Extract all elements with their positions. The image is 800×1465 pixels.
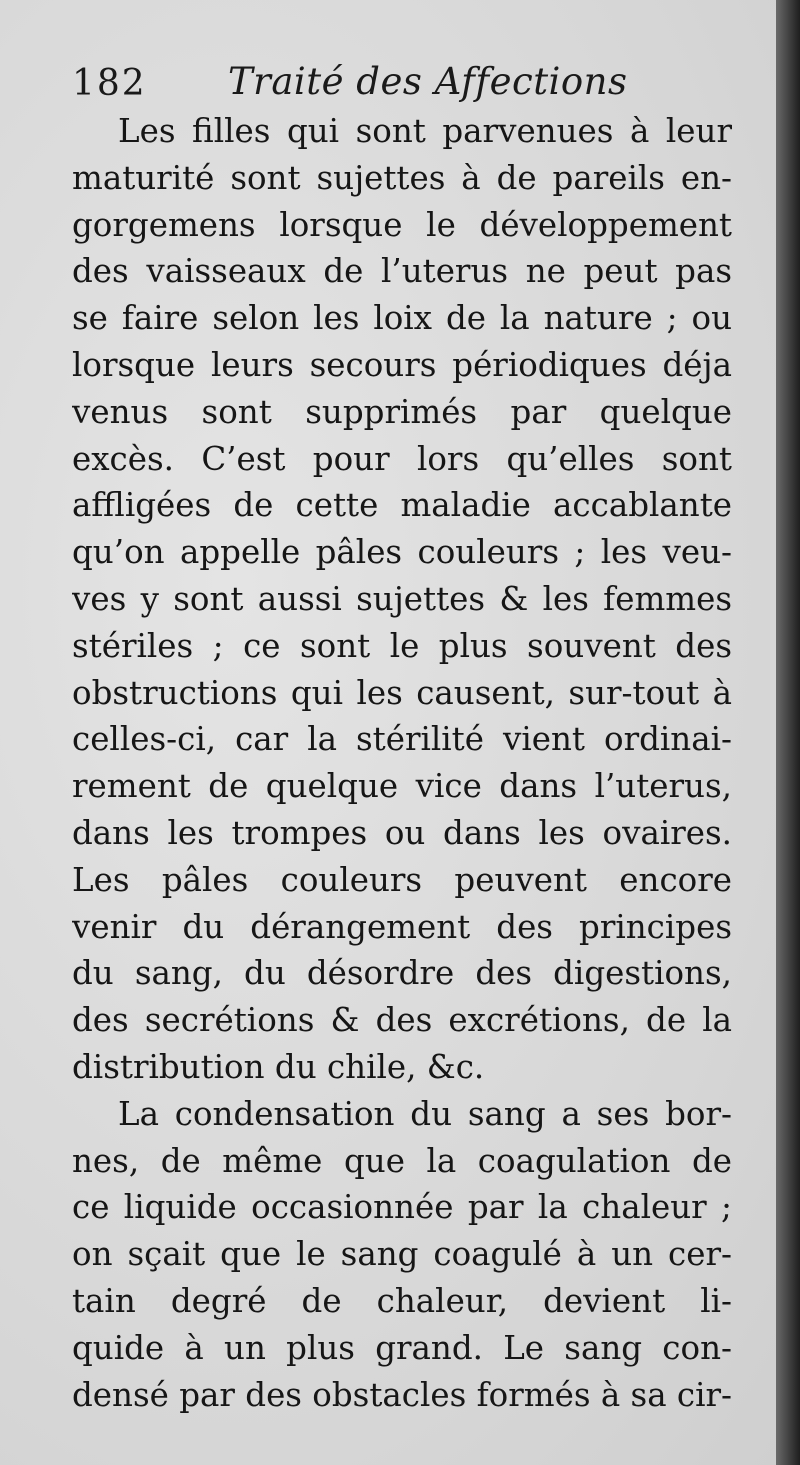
- text-line: lorsque leurs secours périodiques déja: [72, 345, 732, 384]
- text-line: obstructions qui les causent, sur-tout à: [72, 673, 732, 712]
- text-line: Les pâles couleurs peuvent encore: [72, 860, 732, 899]
- text-line: densé par des obstacles formés à sa cir-: [72, 1375, 732, 1414]
- page-edge-shadow: [776, 0, 800, 1465]
- text-line: stériles ; ce sont le plus souvent des: [72, 626, 732, 665]
- text-line: des secrétions & des excrétions, de la: [72, 1001, 732, 1040]
- page-header: [72, 58, 732, 110]
- text-line: distribution du chile, &c.: [72, 1047, 485, 1086]
- text-line: du sang, du désordre des digestions,: [72, 954, 732, 993]
- text-line: venus sont supprimés par quelque: [72, 392, 732, 431]
- text-line: ce liquide occasionnée par la chaleur ;: [72, 1188, 732, 1227]
- running-title: Traité des Affections: [228, 60, 628, 103]
- text-line: affligées de cette maladie accablante: [72, 486, 732, 525]
- text-line: dans les trompes ou dans les ovaires.: [72, 813, 732, 852]
- text-line: excès. C’est pour lors qu’elles sont: [72, 439, 732, 478]
- text-line: ves y sont aussi sujettes & les femmes: [72, 579, 732, 618]
- text-line: on sçait que le sang coagulé à un cer-: [72, 1235, 732, 1274]
- text-line: gorgemens lorsque le développement: [72, 205, 732, 244]
- text-line: qu’on appelle pâles couleurs ; les veu-: [72, 533, 732, 572]
- text-line: tain degré de chaleur, devient li-: [72, 1281, 732, 1320]
- text-line: nes, de même que la coagulation de: [72, 1141, 732, 1180]
- text-line: se faire selon les loix de la nature ; ou: [72, 299, 732, 338]
- text-line: celles-ci, car la stérilité vient ordinai-: [72, 720, 732, 759]
- text-line: La condensation du sang a ses bor-: [118, 1094, 732, 1133]
- text-line: rement de quelque vice dans l’uterus,: [72, 767, 732, 806]
- body-text: [72, 108, 732, 1418]
- text-line: maturité sont sujettes à de pareils en-: [72, 158, 732, 197]
- text-line: quide à un plus grand. Le sang con-: [72, 1328, 732, 1367]
- page-number: 182: [72, 63, 147, 104]
- text-line: Les filles qui sont parvenues à leur: [118, 112, 732, 150]
- text-line: venir du dérangement des principes: [72, 907, 732, 946]
- text-line: des vaisseaux de l’uterus ne peut pas: [72, 252, 732, 291]
